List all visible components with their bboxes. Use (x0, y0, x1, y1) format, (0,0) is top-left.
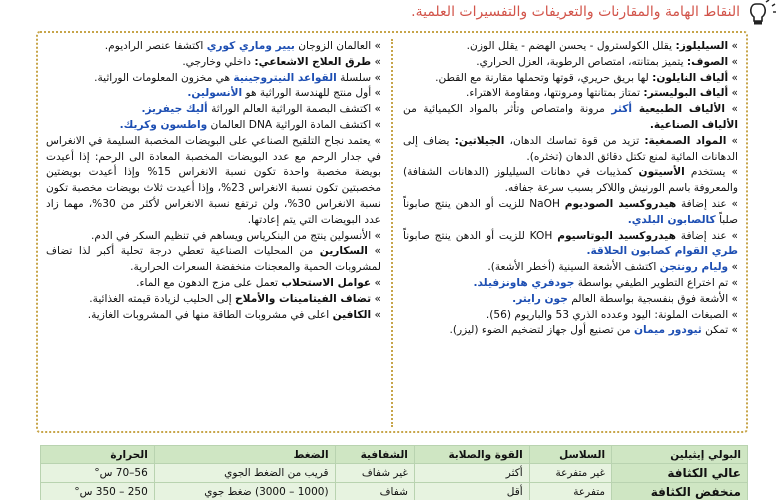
bullet-text: كالصابون البلدي. (627, 213, 716, 226)
bullet-item (46, 244, 381, 276)
bullet-text: اكتشف الأشعة السينية (أخطر الأشعة). (487, 261, 660, 274)
bullet-text: » (728, 40, 738, 52)
bullet-text: » عند إضافة (676, 197, 739, 210)
bullet-text: اعلى في مشروبات الطاقة منها في المشروبات الغازية. (87, 308, 333, 321)
bullet-text: يتميز بمتانته، امتصاص الرطوبة، العزل الحراري. (476, 55, 687, 68)
column-divider (391, 39, 393, 427)
bullet-item (403, 86, 738, 102)
table-header-cell: السلاسل (529, 446, 611, 464)
bullet-text: » عند إضافة (675, 229, 738, 242)
bullet-text: اكتشفا عنصر الراديوم. (104, 40, 207, 52)
left-column (46, 39, 381, 323)
bullet-text: المواد الصمغية: (644, 134, 727, 147)
bullet-text: أكثر (611, 103, 639, 116)
bullet-text: يقلل الكولسترول - يحسن الهضم - يقلل الوزن. (466, 40, 676, 52)
bullet-text: » (726, 134, 738, 147)
table-header-row (41, 446, 748, 464)
bullet-item (46, 39, 381, 55)
bullet-item (46, 86, 381, 102)
polyethylene-table-wrap (40, 445, 748, 500)
table-body (41, 464, 748, 500)
table-header-cell: القوة والصلابة (414, 446, 529, 464)
table-header-cell: الضغط (154, 446, 335, 464)
header-title: النقاط الهامة والمقارنات والتعريفات والتفسيرات العلمية. (411, 4, 740, 20)
bullet-text: من تصنيع أول جهاز لتضخيم الضوء (ليزر). (449, 324, 635, 337)
bullet-text: طري القوام كصابون الحلاقة. (586, 245, 738, 258)
bullet-text: » الأنسولين ينتج من البنكرياس ويساهم في تنظيم السكر في الدم. (90, 229, 381, 242)
bullet-item (46, 134, 381, 229)
bullet-text: هي مخزون المعلومات الوراثية. (94, 71, 234, 84)
bullet-item (403, 55, 738, 71)
table-cell: 56–70 س° (41, 464, 155, 483)
bullet-item (403, 276, 738, 292)
bullet-text: » (367, 245, 381, 258)
table-cell: 250 – 350 س° (41, 483, 155, 500)
bullet-text: NaOH للزيت أو الدهن ينتج صابوناً صلباً (403, 197, 738, 226)
bullet-text: » يعتمد نجاح التلقيح الصناعي على البويضات المخصبة السليمة في الانغراس في جدار الرحم مع عدد البويضات المخصبة المعادة الى الرحم: إذا أعيدت بويضة مخصبة واحدة تكون نسبة الانغراس 15% وإذا أعيدت بويضتين مخصبتين تكون نسبة الانغراس 23%، وإذا أعيدت ثلاث بويضات مخصبة تكون نسبة الانغراس 30%، ولن ترتفع نسبة الانغراس لأكثر من 30%، مهما زاد عدد البويضات التي يتم إعادتها. (46, 134, 381, 226)
table-header-cell: البولي إيثيلين (612, 446, 748, 464)
bullet-text: » (371, 292, 381, 305)
table-row (41, 464, 748, 483)
table-cell: منخفض الكثافة (612, 483, 748, 500)
table-header-cell: الحرارة (41, 446, 155, 464)
bullet-text: ألياف النايلون: (652, 71, 729, 84)
bullet-item (46, 55, 381, 71)
bullet-text: تضاف الفيتامينات والأملاح (235, 292, 372, 305)
bullet-text: » أول منتج للهندسة الوراثية هو (242, 87, 381, 100)
bullet-text: الصوف: (686, 55, 729, 68)
bullet-item (46, 308, 381, 324)
bullet-text: الألياف الطبيعية (638, 103, 726, 116)
bullet-text: تعمل على مزج الدهون مع الماء. (136, 276, 282, 289)
bullet-text: السكارين (319, 245, 368, 258)
bullet-text: » الصبغات الملونة: اليود وعدده الذري 53 والباريوم (56). (485, 308, 738, 321)
bullet-text: كمذيبات في دهانات السيليلوز (الدهانات الشفافة) والمعروفة باسم الورنيش واللاكر بسبب سرعة جفافه. (403, 166, 738, 195)
table-cell: شفاف (335, 483, 414, 500)
bullet-text: » الأشعة فوق بنفسجية بواسطة العالم (567, 292, 738, 305)
bullet-text: الألياف الصناعية. (649, 118, 738, 131)
bullet-text: ألياف البوليستر: (643, 87, 729, 100)
bullet-text: وليام رونتجن (659, 261, 729, 274)
content-frame (36, 31, 748, 433)
polyethylene-table (40, 445, 748, 500)
bullet-text: يضاف إلى الدهانات المائية لمنع تكتل دقائق الدهان (تخثره). (403, 134, 738, 163)
bullet-item (46, 276, 381, 292)
bullet-text: جون رايتر. (512, 292, 568, 305)
table-row (41, 483, 748, 500)
bullet-text: » العالمان الزوجان (294, 40, 381, 52)
bullet-item (403, 102, 738, 134)
table-cell: متفرعة (529, 483, 611, 500)
bullet-item (46, 71, 381, 87)
bullet-item (403, 308, 738, 324)
table-cell: عالي الكثافة (612, 464, 748, 483)
bullet-text: طرق العلاج الاشعاعي: (254, 55, 372, 68)
right-column (403, 39, 738, 339)
bullet-text: » تمكن (701, 324, 738, 337)
bullet-text: » يستخدم (684, 166, 738, 179)
bullet-text: » (728, 71, 738, 84)
bullet-text: لها بريق حريري، قوتها وتحملها مقارنة مع القطن. (435, 71, 653, 84)
bullet-item (403, 197, 738, 229)
bullet-text: الأسيتون (638, 166, 685, 179)
bullet-item (46, 118, 381, 134)
bullet-item (403, 39, 738, 55)
bullet-text: بيير وماري كوري (206, 40, 295, 52)
bullet-text: ثيودور ميمان (634, 324, 702, 337)
bullet-text: » سلسلة (336, 71, 381, 84)
bullet-text: عوامل الاستحلاب (281, 276, 372, 289)
bullet-item (403, 323, 738, 339)
bullet-item (46, 292, 381, 308)
bullet-text: KOH للزيت أو الدهن ينتج صابوناً (403, 229, 558, 242)
bullet-item (403, 134, 738, 166)
bullet-text: السيليلوز: (675, 40, 729, 52)
table-cell: أكثر (414, 464, 529, 483)
bullet-text: » اكتشف المادة الوراثية DNA العالمان (207, 118, 381, 131)
bullet-text: داخلي وخارجي. (182, 55, 255, 68)
bullet-item (403, 260, 738, 276)
bullet-item (403, 292, 738, 308)
bullet-text: » (371, 308, 381, 321)
bullet-text: واطسون وكريك. (119, 118, 208, 131)
bullet-item (46, 229, 381, 245)
bullet-text: إلى الحليب لزيادة قيمته الغذائية. (89, 292, 236, 305)
bullet-text: جودفري هاونزفيلد. (473, 276, 575, 289)
bullet-item (403, 165, 738, 197)
table-cell: (1000 – 3000) ضغط جوي (154, 483, 335, 500)
bullet-text: هيدروكسيد الصوديوم (564, 197, 677, 210)
bullet-text: الكافين (332, 308, 372, 321)
bullet-text: القواعد النيتروجينية (233, 71, 337, 84)
bullet-text: هيدروكسيد البوتاسيوم (557, 229, 676, 242)
bullet-text: » اكتشف البصمة الوراثية العالم الوراثة (207, 103, 381, 116)
bullet-text: » (371, 276, 381, 289)
bullet-text: تمتاز بمتانتها ومرونتها، ومقاومة الاهتراء. (466, 87, 644, 100)
table-cell: أقل (414, 483, 529, 500)
bullet-text: » (728, 261, 738, 274)
bullet-text: » تم اختراع التطوير الطيفي بواسطة (574, 276, 738, 289)
table-header-cell: الشفافية (335, 446, 414, 464)
bullet-text: » (728, 87, 738, 100)
bullet-text: » (725, 103, 738, 116)
bullet-text: » (728, 55, 738, 68)
bullet-text: أليك جيفريز. (141, 103, 208, 116)
bullet-text: من المحليات الصناعية تعطي درجة تحلية أكبر لذا تضاف لمشروبات الحمية والمعجنات منخفضة السعرات الحرارية. (46, 245, 381, 274)
bullet-item (46, 102, 381, 118)
bullet-text: الأنسولين. (187, 87, 243, 100)
bullet-text: مرونة وامتصاص وتأثر بالمواد الكيميائية من (403, 103, 612, 116)
bullet-item (403, 229, 738, 261)
table-cell: غير متفرعة (529, 464, 611, 483)
bullet-item (403, 71, 738, 87)
bullet-text: » (371, 55, 381, 68)
bullet-text: الجيلاتين: (454, 134, 505, 147)
header (0, 0, 780, 30)
table-cell: قريب من الضغط الجوي (154, 464, 335, 483)
table-cell: غير شفاف (335, 464, 414, 483)
bullet-text: تزيد من قوة تماسك الدهان، (504, 134, 645, 147)
lightbulb-icon (748, 0, 776, 26)
